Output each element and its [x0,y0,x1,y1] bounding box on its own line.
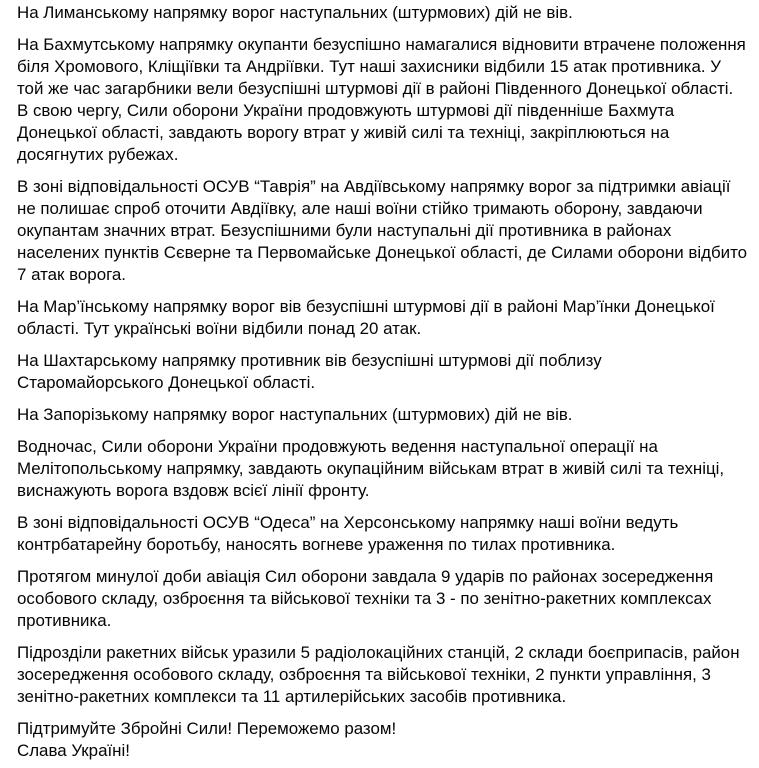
paragraph-marinka: На Мар’їнському напрямку ворог вів безуспішні штурмові дії в районі Мар’їнки Донецької області. Тут українські воїни відбили понад 20 атак. [17,297,715,338]
closing-paragraph [17,718,749,762]
paragraph-lyman: На Лиманському напрямку ворог наступальних (штурмових) дій не вів. [17,3,573,22]
paragraph-avdiivka: В зоні відповідальності ОСУВ “Таврія” на Авдіївському напрямку ворог за підтримки авіації не полишає спроб оточити Авдіївку, але наші воїни стійко тримають оборону, завдаючи окупантам значних втрат. Безуспішними були наступальні дії противника в районах населених пунктів Сєверне та Первомайське Донецької області, де Силами оборони відбито 7 атак ворога. [17,177,748,284]
closing-line-glory: Слава Україні! [17,741,130,760]
paragraph-kherson: В зоні відповідальності ОСУВ “Одеса” на Херсонському напрямку наші воїни ведуть контрбатарейну боротьбу, наносять вогневе ураження по тилах противника. [17,513,679,554]
paragraph-aviation: Протягом минулої доби авіація Сил оборони завдала 9 ударів по районах зосередження особового складу, озброєння та військової техніки та 3 - по зенітно-ракетних комплексах противника. [17,567,714,630]
paragraph-melitopol: Водночас, Сили оборони України продовжують ведення наступальної операції на Мелітопольському напрямку, завдають окупаційним військам втрат в живій силі та техніці, виснажують ворога вздовж всієї лінії фронту. [17,437,725,500]
paragraph-missile-troops: Підрозділи ракетних військ уразили 5 радіолокаційних станцій, 2 склади боєприпасів, район зосередження особового складу, озброєння та військової техніки, 2 пункти управління, 3 зенітно-ракетних комплекси та 11 артилерійських засобів противника. [17,643,740,706]
paragraph-bakhmut: На Бахмутському напрямку окупанти безуспішно намагалися відновити втрачене положення біля Хромового, Кліщіївки та Андріївки. Тут наші захисники відбили 15 атак противника. У той же час загарбники вели безуспішні штурмові дії в районі Південного Донецької області. В свою чергу, Сили оборони України продовжують штурмові дії південніше Бахмута Донецької області, завдають ворогу втрат у живій силі та техніці, закріплюються на досягнутих рубежах. [17,35,746,164]
closing-line-support: Підтримуйте Збройні Сили! Переможемо разом! [17,719,397,738]
paragraph-zaporizhzhia: На Запорізькому напрямку ворог наступальних (штурмових) дій не вів. [17,405,573,424]
paragraph-shakhtarsk: На Шахтарському напрямку противник вів безуспішні штурмові дії поблизу Старомайорського Донецької області. [17,351,602,392]
